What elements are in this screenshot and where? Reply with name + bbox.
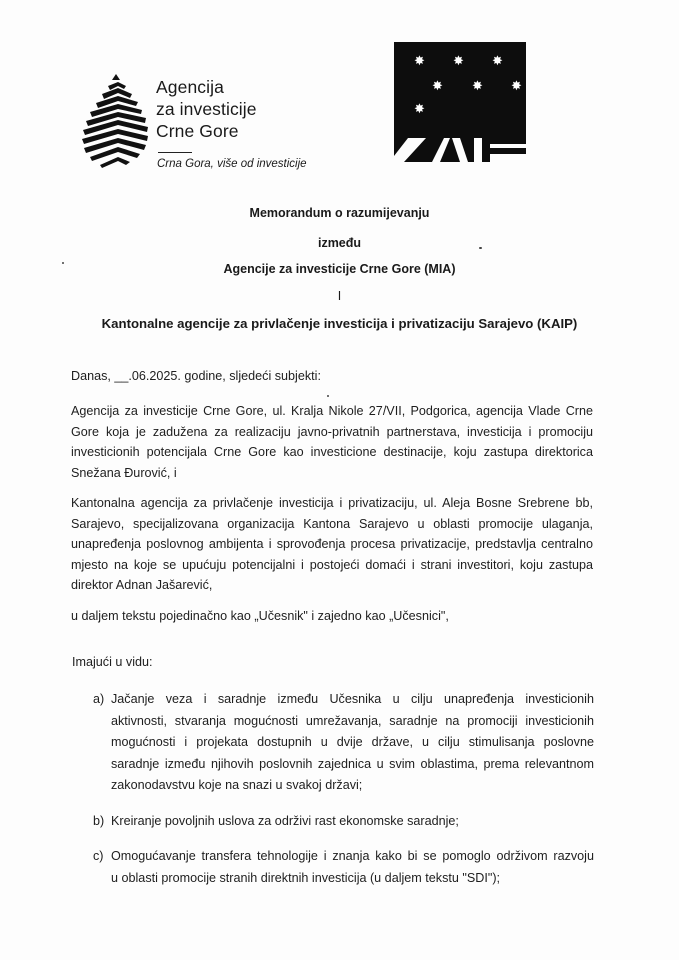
memorandum-title: Memorandum o razumijevanju (249, 206, 430, 220)
kaip-logo (394, 42, 526, 162)
party-kaip-line: Sarajevo, specijalizovana organizacija Kantona Sarajevo u oblasti promocije ulaganja, (71, 516, 593, 531)
title-conjunction: I (337, 289, 342, 303)
scan-speck (479, 247, 482, 249)
star-icon: ✸ (414, 53, 425, 68)
list-marker-b: b) (93, 814, 105, 828)
title-party-mia: Agencije za investicije Crne Gore (MIA) (223, 262, 456, 276)
party-kaip-line: direktor Adnan Jašarević, (71, 578, 213, 592)
star-icon: ✸ (472, 78, 483, 93)
party-kaip-paragraph (71, 493, 593, 596)
star-icon: ✸ (414, 101, 425, 116)
mia-divider (158, 152, 192, 153)
stylized-leaf-stripes-icon (78, 72, 156, 172)
party-kaip-line: unapređenja poslovnog ambijenta i sprovođenja procesa privatizacije, predstavlja centralno (71, 537, 593, 551)
list-item-line: aktivnosti, stvaranja mogućnosti umrežavanja, saradnje na promociji investicionih (111, 713, 594, 728)
party-mia-line: Agencija za investicije Crne Gore, ul. Kralja Nikole 27/VII, Podgorica, agencija Vlade Crne (71, 404, 593, 418)
list-item-line: mogućnosti i projekata dostupnih u dvije države, u cilju stimulisanja poslovne (111, 735, 594, 749)
mia-name-line-3: Crne Gore (156, 121, 239, 141)
party-kaip-line: mjesto na koje se upućuju potencijalni i postojeći domaći i strani investitori, koju zastupa (71, 557, 593, 572)
mia-agency-name (156, 76, 257, 142)
list-item-c (111, 846, 594, 889)
definitions-line: u daljem tekstu pojedinačno kao „Učesnik" i zajedno kao „Učesnici", (71, 609, 449, 623)
list-marker-c: c) (93, 849, 104, 863)
list-item-line: Jačanje veza i saradnje između Učesnika u cilju unapređenja investicionih (111, 692, 594, 706)
star-icon: ✸ (511, 78, 522, 93)
date-line: Danas, __.06.2025. godine, sljedeći subjekti: (71, 369, 321, 383)
list-item-line: Omogućavanje transfera tehnologije i znanja kako bi se pomoglo održivom razvoju (111, 849, 594, 863)
party-kaip-line: Kantonalna agencija za privlačenje investicija i privatizaciju, ul. Aleja Bosne Srebrene bb, (71, 496, 593, 510)
list-item-line: Kreiranje povoljnih uslova za održivi rast ekonomske saradnje; (111, 814, 459, 828)
star-icon: ✸ (492, 53, 503, 68)
list-item-b (111, 811, 594, 832)
mia-name-line-1: Agencija (156, 77, 224, 97)
whereas-heading: Imajući u vidu: (72, 655, 153, 669)
party-mia-line: Snežana Đurović, i (71, 465, 177, 480)
mia-name-line-2: za investicije (156, 99, 257, 119)
mia-tagline: Crna Gora, više od investicije (157, 158, 307, 170)
party-mia-line: investicionih potencijala Crne Gore kao investicione destinacije, koju zastupa direktorica (71, 445, 593, 459)
list-marker-a: a) (93, 692, 105, 706)
mia-logo (78, 72, 308, 172)
list-item-line: u oblasti promocije stranih direktnih investicija (u daljem tekstu "SDI"); (111, 870, 501, 885)
list-item-line: zakonodavstvu koje na snazi u svakoj državi; (111, 778, 363, 792)
party-mia-line: Gore koja je zadužena za realizaciju javno-privatnih partnerstava, investicija i promociju (71, 424, 593, 439)
party-mia-paragraph (71, 401, 593, 483)
scan-speck (327, 395, 329, 397)
list-item-line: saradnje između njihovih poslovnih zajednica u svim oblastima, prema relevantnom (111, 756, 594, 771)
scan-speck (62, 262, 64, 264)
list-item-a (111, 689, 594, 797)
star-icon: ✸ (453, 53, 464, 68)
title-party-kaip: Kantonalne agencije za privlačenje investicija i privatizaciju Sarajevo (KAIP) (101, 316, 578, 331)
star-icon: ✸ (432, 78, 443, 93)
kaip-letters-icon (394, 138, 526, 162)
title-between: između (317, 236, 362, 250)
